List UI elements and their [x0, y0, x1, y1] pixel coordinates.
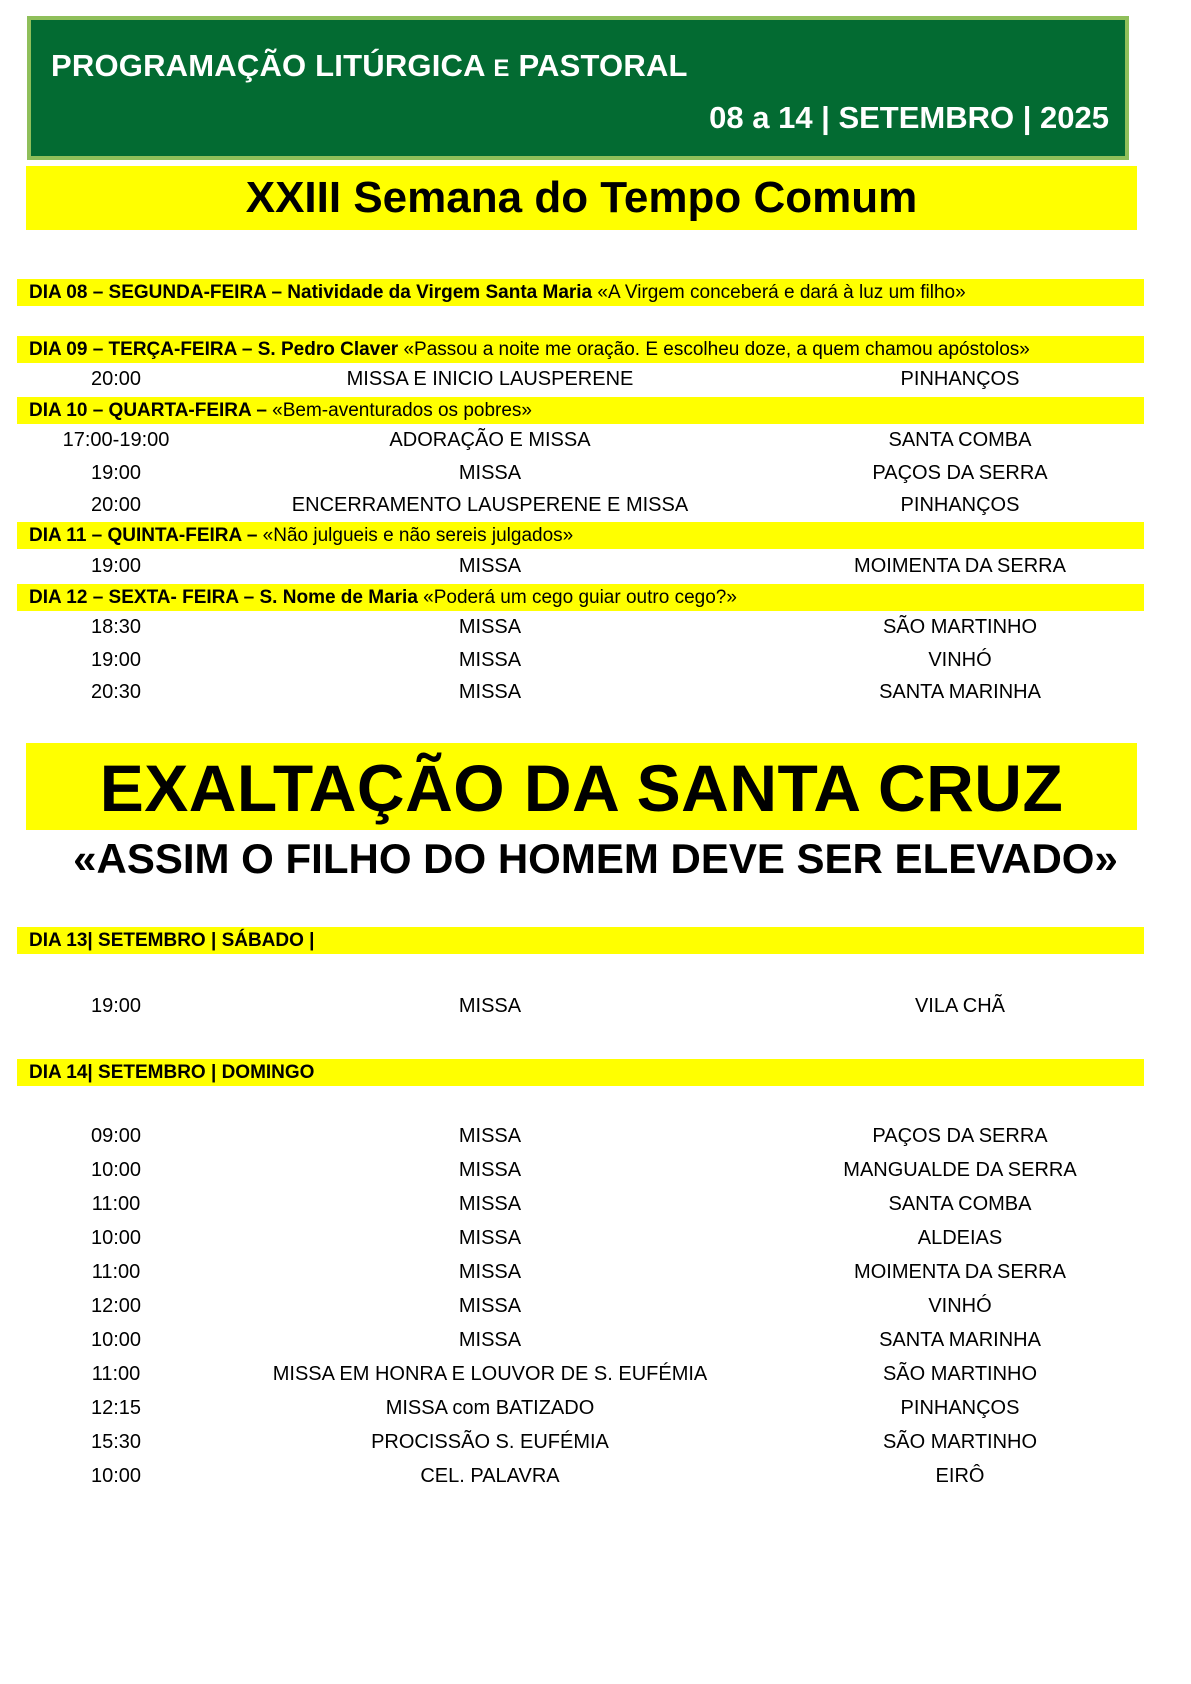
row-event: MISSA — [458, 1159, 522, 1181]
row-event: MISSA — [458, 1125, 522, 1147]
schedule-row — [0, 1427, 1191, 1457]
row-time: 19:00 — [90, 649, 142, 671]
row-place: SÃO MARTINHO — [882, 1431, 1038, 1453]
feast-subtitle: «ASSIM O FILHO DO HOMEM DEVE SER ELEVADO» — [73, 835, 1118, 882]
row-event: MISSA EM HONRA E LOUVOR DE S. EUFÉMIA — [272, 1363, 708, 1385]
row-event: CEL. PALAVRA — [420, 1465, 560, 1487]
schedule-row — [0, 991, 1191, 1021]
schedule-row — [0, 1121, 1191, 1151]
program-title: PROGRAMAÇÃO LITÚRGICA E PASTORAL — [51, 48, 688, 83]
schedule-row — [0, 1291, 1191, 1321]
schedule-row — [0, 1189, 1191, 1219]
row-event: MISSA — [458, 555, 522, 577]
row-place: SANTA MARINHA — [879, 681, 1041, 703]
schedule-row — [0, 1359, 1191, 1389]
row-place: SANTA COMBA — [888, 429, 1032, 451]
row-time: 11:00 — [91, 1261, 141, 1283]
row-place: PINHANÇOS — [900, 1397, 1020, 1419]
row-event: MISSA — [458, 649, 522, 671]
row-place: VINHÓ — [928, 1295, 992, 1317]
schedule-row — [0, 551, 1191, 581]
row-time: 19:00 — [90, 995, 142, 1017]
schedule-row — [0, 1257, 1191, 1287]
row-event: MISSA com BATIZADO — [385, 1397, 595, 1419]
row-time: 11:00 — [91, 1193, 141, 1215]
day-header-14: DIA 14| SETEMBRO | DOMINGO — [17, 1059, 1144, 1086]
row-place: PINHANÇOS — [900, 368, 1020, 390]
header-banner — [27, 16, 1129, 160]
row-event: MISSA E INICIO LAUSPERENE — [346, 368, 634, 390]
row-event: MISSA — [458, 1295, 522, 1317]
row-place: MOIMENTA DA SERRA — [854, 1261, 1066, 1283]
day-header-13: DIA 13| SETEMBRO | SÁBADO | — [17, 927, 1144, 954]
row-time: 20:30 — [90, 681, 142, 703]
row-time: 20:00 — [90, 368, 142, 390]
schedule-row — [0, 612, 1191, 642]
row-place: VILA CHÃ — [914, 995, 1006, 1017]
row-place: SÃO MARTINHO — [882, 1363, 1038, 1385]
row-time: 19:00 — [90, 462, 142, 484]
row-place: MANGUALDE DA SERRA — [843, 1159, 1077, 1181]
row-time: 10:00 — [90, 1159, 142, 1181]
row-time: 12:15 — [90, 1397, 142, 1419]
row-event: ENCERRAMENTO LAUSPERENE E MISSA — [291, 494, 689, 516]
row-place: ALDEIAS — [917, 1227, 1003, 1249]
row-event: PROCISSÃO S. EUFÉMIA — [371, 1431, 609, 1453]
schedule-row — [0, 490, 1191, 520]
row-place: EIRÔ — [935, 1465, 985, 1487]
row-time: 11:00 — [91, 1363, 141, 1385]
row-place: VINHÓ — [928, 649, 992, 671]
row-place: MOIMENTA DA SERRA — [854, 555, 1066, 577]
row-place: PAÇOS DA SERRA — [872, 462, 1048, 484]
day-header-08: DIA 08 – SEGUNDA-FEIRA – Natividade da Virgem Santa Maria «A Virgem conceberá e dará à luz um filho» — [17, 279, 1144, 306]
row-event: MISSA — [458, 1193, 522, 1215]
day-header-12: DIA 12 – SEXTA- FEIRA – S. Nome de Maria «Poderá um cego guiar outro cego?» — [17, 584, 1144, 611]
row-place: SANTA COMBA — [888, 1193, 1032, 1215]
row-place: PINHANÇOS — [900, 494, 1020, 516]
row-time: 09:00 — [90, 1125, 142, 1147]
schedule-row — [0, 645, 1191, 675]
row-time: 12:00 — [90, 1295, 142, 1317]
row-time: 10:00 — [90, 1465, 142, 1487]
row-event: MISSA — [458, 1227, 522, 1249]
schedule-row — [0, 677, 1191, 707]
row-place: PAÇOS DA SERRA — [872, 1125, 1048, 1147]
row-event: MISSA — [458, 681, 522, 703]
date-range: 08 a 14 | SETEMBRO | 2025 — [709, 100, 1109, 135]
schedule-row — [0, 1325, 1191, 1355]
row-event: ADORAÇÃO E MISSA — [389, 429, 591, 451]
day-header-10: DIA 10 – QUARTA-FEIRA – «Bem-aventurados os pobres» — [17, 397, 1144, 424]
row-time: 20:00 — [90, 494, 142, 516]
row-time: 10:00 — [90, 1227, 142, 1249]
schedule-row — [0, 458, 1191, 488]
week-title: XXIII Semana do Tempo Comum — [26, 166, 1137, 230]
row-event: MISSA — [458, 1261, 522, 1283]
schedule-row — [0, 1223, 1191, 1253]
row-event: MISSA — [458, 995, 522, 1017]
row-place: SANTA MARINHA — [879, 1329, 1041, 1351]
schedule-row — [0, 425, 1191, 455]
row-event: MISSA — [458, 616, 522, 638]
schedule-row — [0, 364, 1191, 394]
schedule-row — [0, 1155, 1191, 1185]
row-place: SÃO MARTINHO — [882, 616, 1038, 638]
feast-title: EXALTAÇÃO DA SANTA CRUZ — [26, 743, 1137, 830]
schedule-row — [0, 1393, 1191, 1423]
row-event: MISSA — [458, 1329, 522, 1351]
row-time: 10:00 — [90, 1329, 142, 1351]
row-time: 15:30 — [90, 1431, 142, 1453]
schedule-row — [0, 1461, 1191, 1491]
day-header-11: DIA 11 – QUINTA-FEIRA – «Não julgueis e não sereis julgados» — [17, 522, 1144, 549]
row-time: 18:30 — [90, 616, 142, 638]
row-time: 17:00-19:00 — [62, 429, 170, 451]
row-time: 19:00 — [90, 555, 142, 577]
day-header-09: DIA 09 – TERÇA-FEIRA – S. Pedro Claver «Passou a noite me oração. E escolheu doze, a quem chamou apóstolos» — [17, 336, 1144, 363]
row-event: MISSA — [458, 462, 522, 484]
